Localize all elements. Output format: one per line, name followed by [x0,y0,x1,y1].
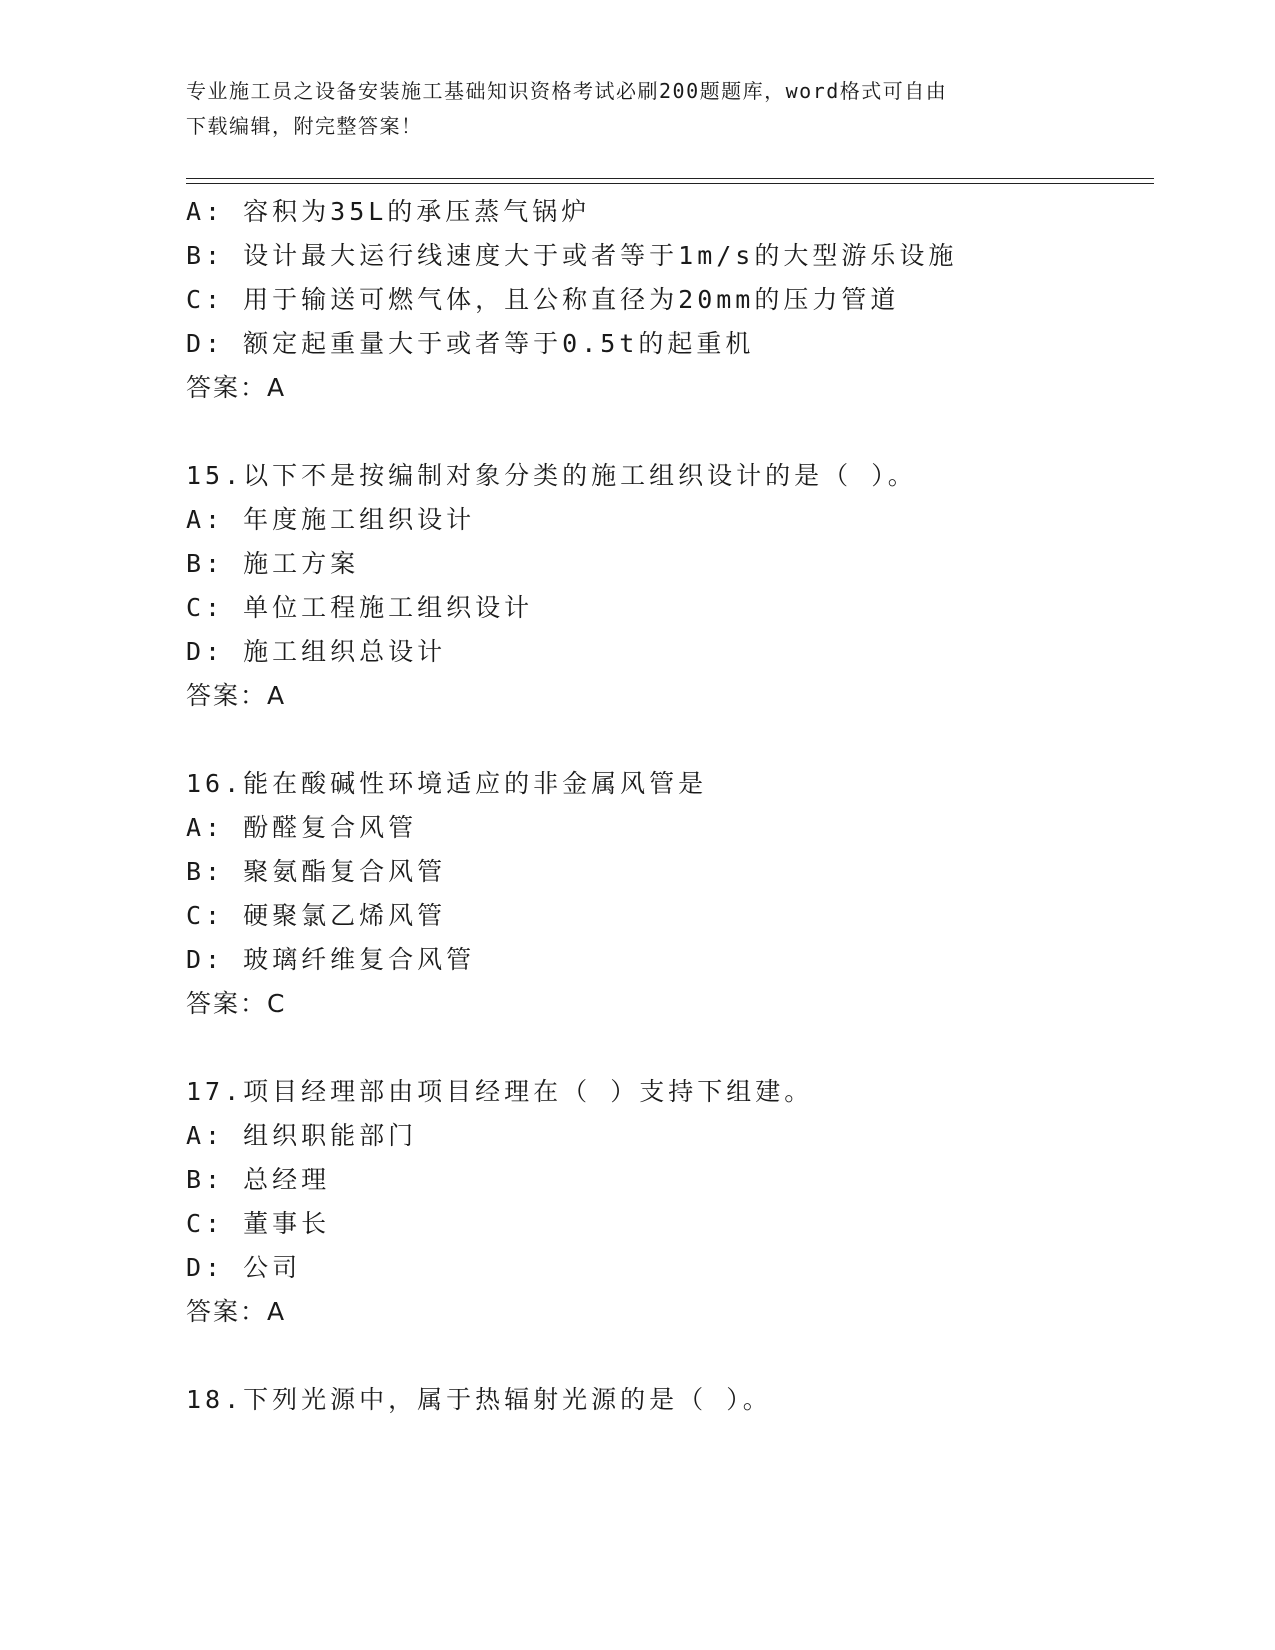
q17-option-b: B: 总经理 [186,1165,331,1194]
q16-question: 16.能在酸碱性环境适应的非金属风管是 [186,769,708,798]
header-title-line-1: 专业施工员之设备安装施工基础知识资格考试必刷200题题库，word格式可自由 [186,79,948,103]
q17-answer: 答案：A [186,1297,287,1326]
q18-question: 18.下列光源中，属于热辐射光源的是（ ）。 [186,1385,772,1414]
q15-answer: 答案：A [186,681,287,710]
q14-answer: 答案：A [186,373,287,402]
q16-option-d: D: 玻璃纤维复合风管 [186,945,476,974]
q16-answer: 答案：C [186,989,287,1018]
document-header [186,74,1086,144]
q16-option-a: A: 酚醛复合风管 [186,813,418,842]
header-divider-bottom [186,183,1154,184]
q17-option-c: C: 董事长 [186,1209,331,1238]
q17-option-a: A: 组织职能部门 [186,1121,418,1150]
header-title-line-2: 下载编辑，附完整答案！ [186,114,423,138]
q15-option-a: A: 年度施工组织设计 [186,505,476,534]
q14-option-c: C: 用于输送可燃气体，且公称直径为20mm的压力管道 [186,285,900,314]
q15-option-b: B: 施工方案 [186,549,360,578]
q15-option-d: D: 施工组织总设计 [186,637,447,666]
q16-option-b: B: 聚氨酯复合风管 [186,857,447,886]
q17-option-d: D: 公司 [186,1253,302,1282]
header-divider-top [186,178,1154,179]
q14-option-a: A: 容积为35L的承压蒸气锅炉 [186,197,591,226]
q14-option-d: D: 额定起重量大于或者等于0.5t的起重机 [186,329,755,358]
q16-option-c: C: 硬聚氯乙烯风管 [186,901,447,930]
q14-option-b: B: 设计最大运行线速度大于或者等于1m/s的大型游乐设施 [186,241,958,270]
q15-option-c: C: 单位工程施工组织设计 [186,593,534,622]
q17-question: 17.项目经理部由项目经理在（ ）支持下组建。 [186,1077,814,1106]
q15-question: 15.以下不是按编制对象分类的施工组织设计的是（ ）。 [186,461,917,490]
